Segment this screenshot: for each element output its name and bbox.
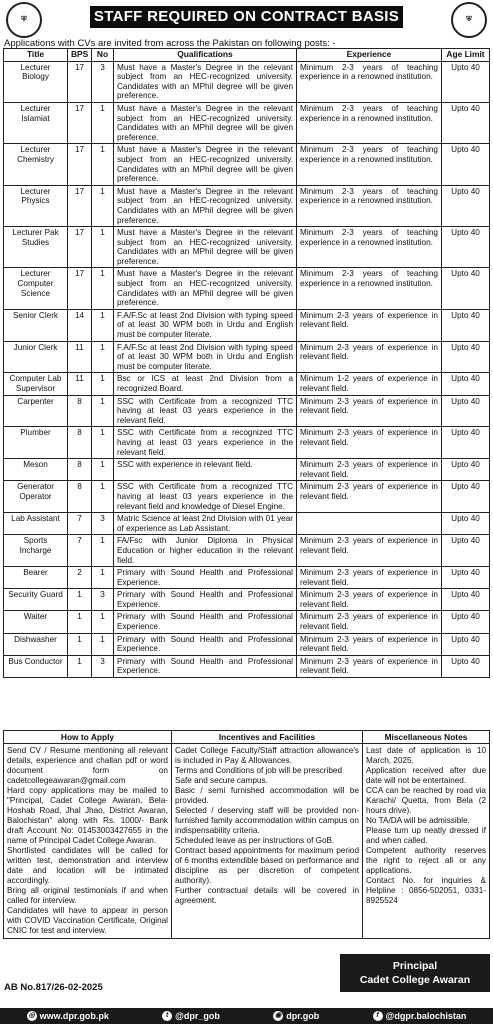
table-row [4, 567, 490, 589]
post-experience: Minimum 2-3 years of teaching experience in a renowned institution. [297, 144, 442, 185]
how-to-apply-item: Send CV / Resume mentioning all relevant details, experience and challan pdf or word document form on cadetcollegeawaran@gmail.com [7, 746, 168, 785]
post-qualification: Matric Science at least 2nd Division with 01 year of experience as Lab Assistant. [114, 513, 297, 535]
table-row [4, 61, 490, 102]
table-row [4, 535, 490, 567]
post-title: Bearer [4, 567, 68, 589]
post-experience: Minimum 2-3 years of experience in relevant field. [297, 341, 442, 373]
post-qualification: F.A/F.Sc at least 2nd Division with typing speed of at least 30 WPM both in Urdu and English must be computer literate. [114, 341, 297, 373]
table-row [4, 395, 490, 427]
post-experience: Minimum 2-3 years of teaching experience in a renowned institution. [297, 227, 442, 268]
post-age-limit: Upto 40 [442, 227, 490, 268]
post-title: Plumber [4, 427, 68, 459]
post-qualification: Must have a Master's Degree in the relevant subject from an HEC-recognized university. Candidates with an MPhil degree will be given preference. [114, 144, 297, 185]
post-qualification: F.A/F.Sc at least 2nd Division with typing speed of at least 30 WPM both in Urdu and English must be computer literate. [114, 309, 297, 341]
post-age-limit: Upto 40 [442, 341, 490, 373]
how-to-apply-section [4, 744, 172, 939]
post-age-limit: Upto 40 [442, 513, 490, 535]
misc-notes-section [363, 744, 490, 939]
info-table [3, 730, 490, 939]
table-row [4, 268, 490, 309]
col-no: No [92, 49, 114, 62]
table-header-row [4, 49, 490, 62]
post-experience: Minimum 1-2 years of experience in relevant field. [297, 373, 442, 395]
how-to-apply-item: Shortlisted candidates will be called for written test, demonstration and interview date and location will be intimated accordingly. [7, 846, 168, 885]
post-title: Computer Lab Supervisor [4, 373, 68, 395]
post-bps: 17 [68, 227, 92, 268]
post-title: Generator Operator [4, 481, 68, 513]
how-to-apply-heading: How to Apply [4, 731, 172, 744]
post-experience: Minimum 2-3 years of teaching experience in a renowned institution. [297, 61, 442, 102]
post-count: 1 [92, 481, 114, 513]
misc-note-item: Please turn up neatly dressed if and when called. [366, 826, 486, 845]
website-link[interactable]: ◎ www.dpr.gob.pk [28, 1011, 109, 1021]
table-row [4, 341, 490, 373]
post-bps: 11 [68, 373, 92, 395]
col-bps: BPS [68, 49, 92, 62]
post-bps: 17 [68, 102, 92, 143]
incentive-item: Selected / deserving staff will be provided non-furnished family accommodation within campus on indispensability criteria. [175, 806, 359, 835]
post-qualification: Primary with Sound Health and Professional Experience. [114, 611, 297, 633]
table-row [4, 655, 490, 677]
table-row [4, 589, 490, 611]
posts-table [3, 48, 490, 678]
post-experience: Minimum 2-3 years of experience in relevant field. [297, 459, 442, 481]
table-row [4, 611, 490, 633]
col-title: Title [4, 49, 68, 62]
post-qualification: Primary with Sound Health and Professional Experience. [114, 633, 297, 655]
post-experience: Minimum 2-3 years of experience in relevant field. [297, 611, 442, 633]
post-bps: 8 [68, 427, 92, 459]
post-age-limit: Upto 40 [442, 268, 490, 309]
post-age-limit: Upto 40 [442, 459, 490, 481]
facebook-link[interactable]: f @dgpr.balochistan [373, 1011, 467, 1021]
page-title: STAFF REQUIRED ON CONTRACT BASIS [90, 6, 403, 28]
post-qualification: Primary with Sound Health and Professional Experience. [114, 567, 297, 589]
post-experience: Minimum 2-3 years of experience in relevant field. [297, 395, 442, 427]
incentive-item: Basic / semi furnished accommodation will be provided. [175, 786, 359, 805]
post-count: 1 [92, 227, 114, 268]
misc-note-item: CCA can be reached by road via Karachi/ Quetta, from Bela (2 hours drive). [366, 786, 486, 815]
incentive-item: Cadet College Faculty/Staff attraction allowance's is included in Pay & Allowances. [175, 746, 359, 765]
post-title: Lab Assistant [4, 513, 68, 535]
post-bps: 11 [68, 341, 92, 373]
post-qualification: SSC with Certificate from a recognized TTC having at least 03 years experience in the relevant field and knowledge of Diesel Engine. [114, 481, 297, 513]
instagram-link[interactable]: ◉ dpr.gob [275, 1011, 320, 1021]
post-count: 1 [92, 102, 114, 143]
post-qualification: Must have a Master's Degree in the relevant subject from an HEC-recognized university. Candidates with an MPhil degree will be given preference. [114, 227, 297, 268]
post-qualification: Bsc or ICS at least 2nd Division from a recognized Board. [114, 373, 297, 395]
post-title: Lecturer Pak Studies [4, 227, 68, 268]
misc-note-item: No TA/DA will be admissible. [366, 816, 470, 825]
col-age-limit: Age Limit [442, 49, 490, 62]
post-qualification: Must have a Master's Degree in the relevant subject from an HEC-recognized university. Candidates with an MPhil degree will be given preference. [114, 102, 297, 143]
misc-note-item: Contact No. for inquiries & Helpline : 0856-502051, 0331-8925524 [366, 876, 486, 905]
incentive-item: Scheduled leave as per instructions of GoB. [175, 836, 335, 845]
post-qualification: SSC with Certificate from a recognized TTC having at least 03 years experience in the relevant field. [114, 395, 297, 427]
table-row [4, 185, 490, 226]
incentive-item: Further contractual details will be covered in agreement. [175, 886, 359, 905]
post-experience: Minimum 2-3 years of experience in relevant field. [297, 309, 442, 341]
post-age-limit: Upto 40 [442, 567, 490, 589]
post-age-limit: Upto 40 [442, 144, 490, 185]
how-to-apply-item: Hard copy applications may be mailed to "Principal, Cadet College Awaran, Bela-Hoshab Road, Jhal Jhao, District Awaran, Balochistan" along with Rs. 1000/- Bank draft Account No: 01453003427655 in the name of Principal Cadet College Awaran. [7, 786, 168, 845]
post-bps: 1 [68, 633, 92, 655]
post-count: 1 [92, 427, 114, 459]
incentives-heading: Incentives and Facilities [172, 731, 363, 744]
post-experience: Minimum 2-3 years of experience in relevant field. [297, 427, 442, 459]
post-title: Lecturer Biology [4, 61, 68, 102]
college-logo-right-icon: ⛨ [451, 2, 487, 38]
misc-heading: Miscellaneous Notes [363, 731, 490, 744]
ad-number: AB No.817/26-02-2025 [4, 982, 103, 993]
post-experience: Minimum 2-3 years of teaching experience in a renowned institution. [297, 268, 442, 309]
post-qualification: Primary with Sound Health and Professional Experience. [114, 589, 297, 611]
post-count: 1 [92, 341, 114, 373]
post-experience: Minimum 2-3 years of experience in relevant field. [297, 481, 442, 513]
post-age-limit: Upto 40 [442, 611, 490, 633]
post-count: 1 [92, 185, 114, 226]
post-experience: Minimum 2-3 years of experience in relevant field. [297, 633, 442, 655]
post-count: 1 [92, 268, 114, 309]
post-bps: 17 [68, 268, 92, 309]
post-bps: 1 [68, 611, 92, 633]
post-age-limit: Upto 40 [442, 535, 490, 567]
post-count: 1 [92, 144, 114, 185]
post-qualification: SSC with experience in relevant field. [114, 459, 297, 481]
misc-note-item: Application received after due date will not be entertained. [366, 766, 486, 785]
post-experience: Minimum 2-3 years of teaching experience in a renowned institution. [297, 185, 442, 226]
post-experience: Minimum 2-3 years of experience in relevant field. [297, 589, 442, 611]
post-count: 1 [92, 309, 114, 341]
post-count: 3 [92, 513, 114, 535]
post-qualification: SSC with Certificate from a recognized TTC having at least 03 years experience in the relevant field. [114, 427, 297, 459]
post-count: 3 [92, 589, 114, 611]
post-bps: 8 [68, 395, 92, 427]
post-bps: 8 [68, 459, 92, 481]
post-qualification: Must have a Master's Degree in the relevant subject from an HEC-recognized university. Candidates with an MPhil degree will be given preference. [114, 268, 297, 309]
post-count: 1 [92, 611, 114, 633]
post-bps: 17 [68, 144, 92, 185]
post-qualification: Must have a Master's Degree in the relevant subject from an HEC-recognized university. Candidates with an MPhil degree will be given preference. [114, 185, 297, 226]
how-to-apply-item: Bring all original testimonials if and when called for interview. [7, 886, 168, 905]
post-age-limit: Upto 40 [442, 655, 490, 677]
post-bps: 8 [68, 481, 92, 513]
misc-note-item: Competent authority reserves the right to reject all or any applications. [366, 846, 486, 875]
post-title: Junior Clerk [4, 341, 68, 373]
twitter-link[interactable]: t @dpr_gob [162, 1011, 220, 1021]
post-bps: 14 [68, 309, 92, 341]
post-title: Senior Clerk [4, 309, 68, 341]
post-title: Lecturer Physics [4, 185, 68, 226]
incentive-item: Safe and secure campus. [175, 776, 268, 785]
post-title: Sports Incharge [4, 535, 68, 567]
principal-signature-block [340, 954, 490, 992]
post-experience: Minimum 2-3 years of experience in relevant field. [297, 535, 442, 567]
table-row [4, 309, 490, 341]
incentive-item: Terms and Conditions of job will be prescribed [175, 766, 343, 775]
facebook-icon: f [373, 1011, 383, 1021]
post-bps: 17 [68, 61, 92, 102]
post-age-limit: Upto 40 [442, 185, 490, 226]
post-bps: 2 [68, 567, 92, 589]
table-row [4, 373, 490, 395]
col-qualifications: Qualifications [114, 49, 297, 62]
post-experience: Minimum 2-3 years of experience in relevant field. [297, 655, 442, 677]
post-age-limit: Upto 40 [442, 633, 490, 655]
table-row [4, 633, 490, 655]
post-title: Security Guard [4, 589, 68, 611]
post-count: 3 [92, 61, 114, 102]
instagram-icon: ◉ [275, 1012, 282, 1019]
post-age-limit: Upto 40 [442, 373, 490, 395]
post-age-limit: Upto 40 [442, 61, 490, 102]
post-title: Lecturer Islamiat [4, 102, 68, 143]
misc-note-item: Last date of application is 10 March, 2025. [366, 746, 486, 765]
post-age-limit: Upto 40 [442, 395, 490, 427]
post-title: Lecturer Chemistry [4, 144, 68, 185]
incentives-section [172, 744, 363, 939]
incentive-item: Contract based appointments for maximum period of 6 months extendible based on performance and discipline as per discretion of competent authority). [175, 846, 359, 885]
table-row [4, 459, 490, 481]
post-count: 3 [92, 655, 114, 677]
post-title: Lecturer Computer Science [4, 268, 68, 309]
twitter-icon: t [162, 1011, 172, 1021]
table-row [4, 102, 490, 143]
post-experience: Minimum 2-3 years of experience in relevant field. [297, 567, 442, 589]
table-row [4, 513, 490, 535]
post-experience [297, 513, 442, 535]
post-age-limit: Upto 40 [442, 309, 490, 341]
post-count: 1 [92, 373, 114, 395]
post-age-limit: Upto 40 [442, 481, 490, 513]
table-row [4, 227, 490, 268]
post-count: 1 [92, 395, 114, 427]
post-qualification: Primary with Sound Health and Professional Experience. [114, 655, 297, 677]
table-row [4, 144, 490, 185]
post-title: Bus Conductor [4, 655, 68, 677]
post-bps: 17 [68, 185, 92, 226]
post-title: Waiter [4, 611, 68, 633]
post-age-limit: Upto 40 [442, 102, 490, 143]
post-title: Carpenter [4, 395, 68, 427]
principal-college: Cadet College Awaran [359, 974, 471, 986]
post-bps: 7 [68, 535, 92, 567]
post-experience: Minimum 2-3 years of teaching experience in a renowned institution. [297, 102, 442, 143]
table-row [4, 481, 490, 513]
post-title: Dishwasher [4, 633, 68, 655]
globe-icon: ◎ [28, 1012, 35, 1019]
col-experience: Experience [297, 49, 442, 62]
social-strip [0, 1008, 493, 1024]
post-age-limit: Upto 40 [442, 589, 490, 611]
post-count: 1 [92, 535, 114, 567]
intro-text: Applications with CVs are invited from across the Pakistan on following posts: - [4, 38, 336, 49]
college-logo-left-icon: ⛨ [6, 2, 42, 38]
post-count: 1 [92, 459, 114, 481]
post-bps: 7 [68, 513, 92, 535]
table-row [4, 427, 490, 459]
post-qualification: FA/Fsc with Junior Diploma in Physical Education or higher education in the relevant field. [114, 535, 297, 567]
principal-title: Principal [392, 960, 438, 972]
post-title: Meson [4, 459, 68, 481]
post-bps: 1 [68, 655, 92, 677]
post-age-limit: Upto 40 [442, 427, 490, 459]
post-bps: 1 [68, 589, 92, 611]
post-qualification: Must have a Master's Degree in the relevant subject from an HEC-recognized university. Candidates with an MPhil degree will be given preference. [114, 61, 297, 102]
post-count: 1 [92, 567, 114, 589]
post-count: 1 [92, 633, 114, 655]
how-to-apply-item: Candidates will have to appear in person with COVID Vaccination Certificate, Original CNIC for test and interview. [7, 906, 168, 935]
